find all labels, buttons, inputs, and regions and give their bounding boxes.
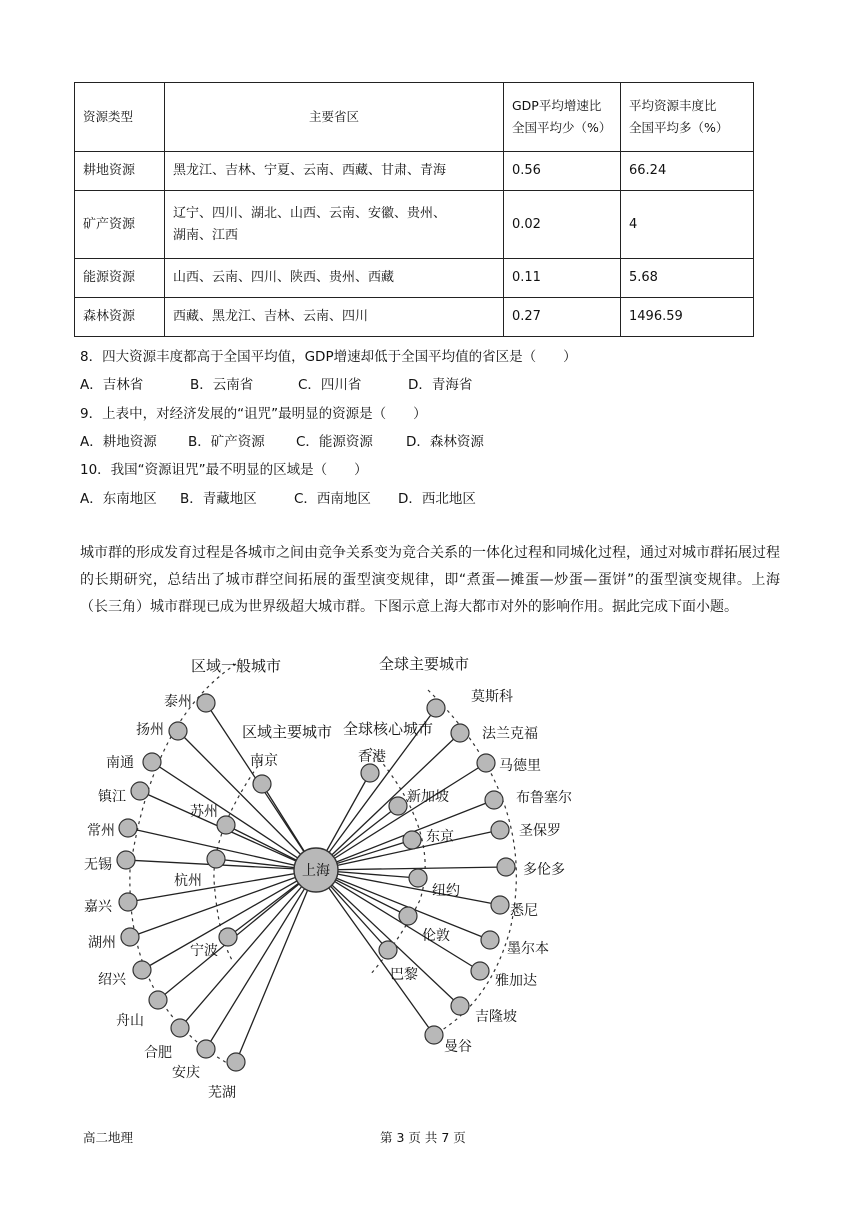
option-d: D．西北地区 — [398, 491, 476, 507]
city-node-regional-major-0 — [253, 775, 271, 793]
link-global-major-7 — [316, 870, 490, 940]
city-label-global-major-0: 莫斯科 — [471, 689, 513, 705]
link-regional-general-2 — [152, 762, 316, 870]
city-label-regional-general-4: 常州 — [87, 823, 115, 839]
option-a: A．东南地区 — [80, 491, 157, 507]
city-node-regional-general-2 — [143, 753, 161, 771]
city-label-global-major-10: 曼谷 — [444, 1039, 472, 1055]
city-label-regional-major-3: 宁波 — [190, 943, 218, 959]
option-a: A．耕地资源 — [80, 434, 157, 450]
city-node-regional-general-7 — [121, 928, 139, 946]
cell-gdp: 0.56 — [504, 152, 621, 191]
cell-gdp: 0.02 — [504, 191, 621, 259]
header-resource-type: 资源类型 — [75, 83, 165, 152]
city-node-global-major-2 — [477, 754, 495, 772]
label-regional-major: 区域主要城市 — [241, 723, 333, 741]
city-label-regional-general-7: 湖州 — [88, 935, 116, 951]
city-node-global-major-10 — [425, 1026, 443, 1044]
city-label-regional-general-12: 芜湖 — [208, 1085, 236, 1100]
city-node-regional-general-11 — [197, 1040, 215, 1058]
option-b: B．云南省 — [190, 377, 254, 393]
option-a: A．吉林省 — [80, 377, 144, 393]
link-regional-general-11 — [206, 870, 316, 1049]
city-node-regional-general-9 — [149, 991, 167, 1009]
footer-page-number: 第 3 页 共 7 页 — [380, 1130, 466, 1145]
link-regional-general-1 — [178, 731, 316, 870]
shanghai-influence-diagram — [0, 650, 860, 1100]
footer-subject: 高二地理 — [83, 1130, 134, 1145]
cell-gdp: 0.11 — [504, 259, 621, 298]
option-b: B．矿产资源 — [188, 434, 265, 450]
city-node-global-major-3 — [485, 791, 503, 809]
option-c: C．四川省 — [298, 377, 362, 393]
cell-abundance: 5.68 — [621, 259, 754, 298]
cell-abundance: 4 — [621, 191, 754, 259]
city-label-regional-general-5: 无锡 — [84, 857, 112, 873]
city-node-global-major-7 — [481, 931, 499, 949]
cell-abundance: 66.24 — [621, 152, 754, 191]
cell-provinces: 山西、云南、四川、陕西、贵州、西藏 — [165, 259, 504, 298]
cell-type: 矿产资源 — [75, 191, 165, 259]
city-node-regional-general-8 — [133, 961, 151, 979]
cell-provinces: 西藏、黑龙江、吉林、云南、四川 — [165, 298, 504, 337]
question-9-stem: 9．上表中，对经济发展的“诅咒”最明显的资源是（ ） — [80, 406, 427, 422]
header-abundance: 平均资源丰度比 全国平均多（%） — [621, 83, 754, 152]
question-10-options — [80, 487, 476, 507]
option-d: D．森林资源 — [406, 434, 484, 450]
city-node-global-core-3 — [409, 869, 427, 887]
city-label-global-major-6: 悉尼 — [510, 903, 538, 919]
center-label: 上海 — [302, 863, 330, 879]
city-node-regional-general-1 — [169, 722, 187, 740]
link-regional-general-7 — [130, 870, 316, 937]
table-row — [75, 298, 754, 337]
city-node-global-core-5 — [379, 941, 397, 959]
table-header-row — [75, 83, 754, 152]
city-node-regional-general-3 — [131, 782, 149, 800]
city-label-global-core-0: 香港 — [358, 749, 386, 765]
city-label-regional-major-1: 苏州 — [190, 804, 218, 820]
city-label-regional-major-0: 南京 — [250, 753, 278, 769]
city-label-global-major-5: 多伦多 — [523, 862, 565, 878]
city-label-regional-major-2: 杭州 — [174, 873, 202, 889]
cell-type: 能源资源 — [75, 259, 165, 298]
city-label-global-major-4: 圣保罗 — [519, 823, 561, 839]
city-label-global-major-9: 吉隆坡 — [475, 1009, 517, 1025]
city-node-global-core-2 — [403, 831, 421, 849]
global-core-ring — [370, 748, 425, 975]
option-c: C．能源资源 — [296, 434, 373, 450]
city-node-global-major-0 — [427, 699, 445, 717]
city-label-global-major-8: 雅加达 — [495, 973, 537, 989]
city-label-global-major-1: 法兰克福 — [482, 726, 538, 742]
cell-gdp: 0.27 — [504, 298, 621, 337]
header-gdp: GDP平均增速比 全国平均少（%） — [504, 83, 621, 152]
city-label-regional-general-1: 扬州 — [136, 722, 164, 738]
city-label-regional-general-2: 南通 — [106, 755, 134, 771]
city-label-global-core-1: 新加坡 — [407, 789, 449, 805]
option-c: C．西南地区 — [294, 491, 371, 507]
city-label-global-major-2: 马德里 — [499, 758, 541, 774]
city-node-regional-major-3 — [219, 928, 237, 946]
city-node-global-major-9 — [451, 997, 469, 1015]
diagram-labels — [84, 655, 572, 1100]
header-provinces: 主要省区 — [165, 83, 504, 152]
option-d: D．青海省 — [408, 377, 473, 393]
city-label-global-core-3: 纽约 — [432, 883, 460, 899]
city-label-regional-general-8: 绍兴 — [98, 972, 126, 988]
city-node-global-major-5 — [497, 858, 515, 876]
question-9-options — [80, 430, 484, 450]
city-node-global-major-8 — [471, 962, 489, 980]
cell-provinces: 辽宁、四川、湖北、山西、云南、安徽、贵州、 湖南、江西 — [165, 191, 504, 259]
city-label-global-major-3: 布鲁塞尔 — [516, 790, 572, 806]
city-label-global-core-5: 巴黎 — [390, 967, 418, 983]
link-global-major-2 — [316, 763, 486, 870]
city-node-global-major-6 — [491, 896, 509, 914]
cell-type: 森林资源 — [75, 298, 165, 337]
city-label-regional-general-3: 镇江 — [98, 789, 126, 805]
city-label-global-major-7: 墨尔本 — [507, 941, 549, 957]
city-node-regional-major-2 — [207, 850, 225, 868]
table-row — [75, 191, 754, 259]
resource-table — [74, 82, 754, 337]
city-node-global-core-1 — [389, 797, 407, 815]
passage-text: 城市群的形成发育过程是各城市之间由竞争关系变为竞合关系的一体化过程和同城化过程，通过对城市群拓展过程的长期研究，总结出了城市群空间拓展的蛋型演变规律，即“煮蛋—摊蛋—炒蛋—蛋饼”的蛋型演变规律。上海（长三角）城市群现已成为世界级超大城市群。下图示意上海大都市对外的影响作用。据此完成下面小题。 — [80, 545, 780, 615]
city-label-regional-general-11: 安庆 — [172, 1065, 200, 1081]
cell-abundance: 1496.59 — [621, 298, 754, 337]
city-label-regional-general-0: 泰州 — [164, 694, 192, 710]
cell-provinces: 黑龙江、吉林、宁夏、云南、西藏、甘肃、青海 — [165, 152, 504, 191]
option-b: B．青藏地区 — [180, 491, 257, 507]
city-label-global-core-4: 伦敦 — [422, 928, 450, 944]
label-regional-general: 区域一般城市 — [190, 657, 282, 675]
city-node-regional-general-12 — [227, 1053, 245, 1071]
city-node-regional-general-4 — [119, 819, 137, 837]
city-node-global-major-1 — [451, 724, 469, 742]
city-node-regional-general-0 — [197, 694, 215, 712]
city-node-global-core-0 — [361, 764, 379, 782]
link-global-major-5 — [316, 867, 506, 870]
city-label-regional-general-9: 舟山 — [116, 1013, 144, 1029]
label-global-core: 全球核心城市 — [342, 720, 434, 738]
table-row — [75, 152, 754, 191]
question-10-stem: 10．我国“资源诅咒”最不明显的区域是（ ） — [80, 462, 368, 478]
city-label-regional-general-10: 合肥 — [144, 1045, 172, 1061]
link-global-major-10 — [316, 870, 434, 1035]
city-label-global-core-2: 东京 — [426, 829, 454, 845]
city-node-regional-major-1 — [217, 816, 235, 834]
city-node-regional-general-10 — [171, 1019, 189, 1037]
city-node-global-core-4 — [399, 907, 417, 925]
link-regional-general-12 — [236, 870, 316, 1062]
city-node-regional-general-6 — [119, 893, 137, 911]
city-node-regional-general-5 — [117, 851, 135, 869]
city-node-global-major-4 — [491, 821, 509, 839]
question-8-stem: 8．四大资源丰度都高于全国平均值，GDP增速却低于全国平均值的省区是（ ） — [80, 349, 577, 365]
city-label-regional-general-6: 嘉兴 — [84, 899, 112, 915]
question-8-options — [80, 373, 472, 393]
label-global-major: 全球主要城市 — [378, 655, 470, 673]
cell-type: 耕地资源 — [75, 152, 165, 191]
table-row — [75, 259, 754, 298]
